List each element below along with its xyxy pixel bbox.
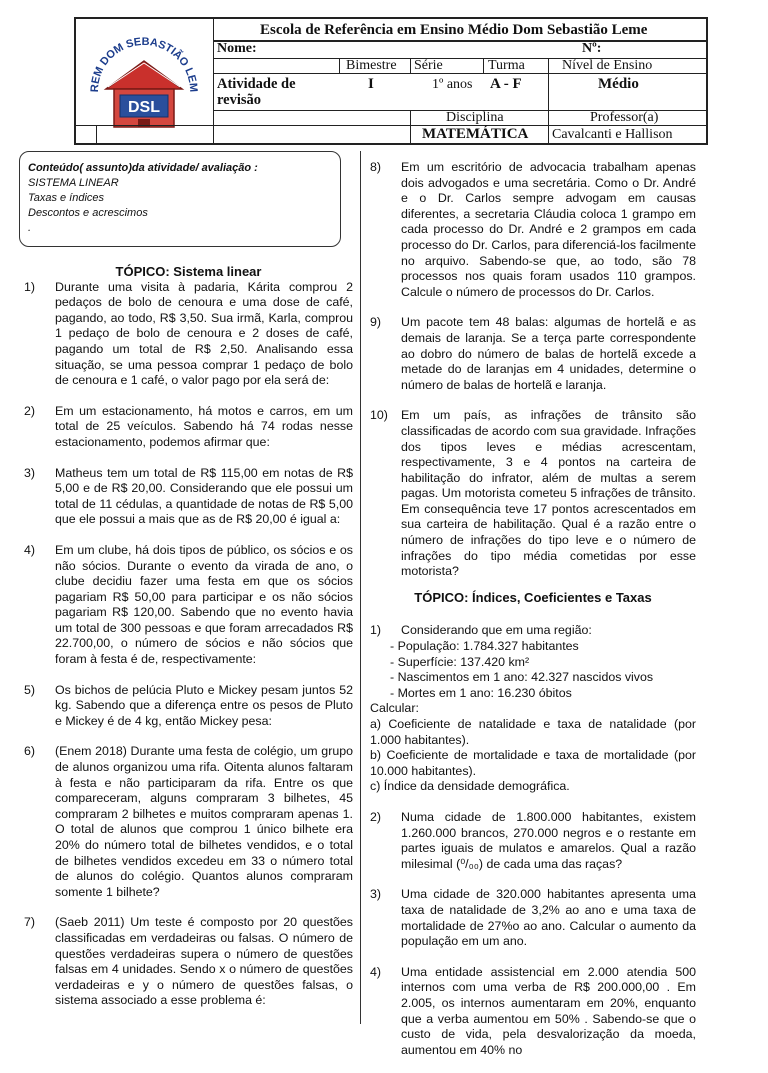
logo-dsl-text: DSL <box>128 99 160 116</box>
professor-label: Professor(a) <box>590 110 659 125</box>
serie-label: Série <box>414 58 443 73</box>
question-text: Durante uma visita à padaria, Kárita comprou 2 pedaços de bolo de cenoura e uma dose de café, pagando, ao todo, R$ 3,50. Sua irmã, Karla, comprou 1 pedaço de bolo de cenoura e 2 doses de café, pagando um total de R$ 2,50. Analisando essa situação, se uma pessoa comprar 1 pedaço de bolo de cenoura e 1 café, o valor pago por ela será de: <box>55 279 353 388</box>
turma-label: Turma <box>488 58 525 73</box>
calc-item: c) Índice da densidade demográfica. <box>370 779 570 794</box>
question-item <box>24 543 353 668</box>
bimestre-label: Bimestre <box>346 58 397 73</box>
calc-item: a) Coeficiente de natalidade e taxa de natalidade (por 1.000 habitantes). <box>370 717 696 747</box>
calcular-label: Calcular: <box>370 701 419 716</box>
logo-arc-text: REM DOM SEBASTIÃO LEM <box>88 35 200 93</box>
disciplina-value: MATEMÁTICA <box>422 126 529 142</box>
question-text: Os bichos de pelúcia Pluto e Mickey pesam juntos 52 kg. Sabendo que a diferença entre os pesos de Pluto e Mickey é de 4 kg, então Mickey pesa: <box>55 682 353 728</box>
region-data-item: - Superfície: 137.420 km² <box>390 654 530 669</box>
professor-value: Cavalcanti e Hallison <box>552 127 673 142</box>
question-number: 4) <box>24 542 36 557</box>
serie-value: 1º anos <box>432 77 473 92</box>
question-item <box>370 887 696 949</box>
topic-title-indices: TÓPICO: Índices, Coeficientes e Taxas <box>414 589 652 605</box>
nivel-label: Nível de Ensino <box>562 58 653 73</box>
school-name: Escola de Referência em Ensino Médio Dom Sebastião Leme <box>260 22 648 38</box>
nome-label: Nome: <box>217 41 257 56</box>
content-line: . <box>28 222 32 234</box>
content-box <box>19 151 341 247</box>
question-number: 2) <box>24 403 36 418</box>
nivel-value: Médio <box>598 76 639 92</box>
right-column <box>370 160 696 1073</box>
disciplina-label: Disciplina <box>446 110 504 125</box>
region-data-item: - Mortes em 1 ano: 16.230 óbitos <box>390 685 572 700</box>
question-number: 9) <box>370 315 382 330</box>
turma-value: A - F <box>490 76 522 92</box>
question-item <box>24 915 353 1009</box>
question-text: (Enem 2018) Durante uma festa de colégio, um grupo de alunos organizou uma rifa. Oitenta alunos faltaram à festa e não participaram da rifa. Entre os que compareceram, alguns compraram 3 bilhetes, 45 compraram 2 bilhetes e muitos compraram apenas 1. O total de alunos que comprou 1 único bilhete era 20% do número total de bilhetes vendidos, e o total de bilhetes vendidos excedeu em 33 o número total de alunos do colégio. Quantos alunos compraram somente 1 bilhete? <box>55 744 353 899</box>
question-text: Considerando que em uma região: <box>401 623 592 638</box>
question-text: Em um clube, há dois tipos de público, os sócios e os não sócios. Durante o evento da virada de ano, o clube decidiu fazer uma festa em que os sócios pagariam R$ 50,00 para participar e os não sócios pagariam R$ 120,00. Sabendo que no evento havia um total de 300 pessoas e que foram arrecadados R$ 22.700,00, o número de sócios e não sócios que foram à festa é de, respectivamente: <box>55 542 353 667</box>
question-text: (Saeb 2011) Um teste é composto por 20 questões classificadas em verdadeiras ou falsas. O número de questões verdadeiras supera o número de questões falsas em 4 unidades. Sendo x o número de questões verdadeiras e y o número de questões falsas, o sistema associado a esse problema é: <box>55 915 353 1008</box>
question-text: Numa cidade de 1.800.000 habitantes, existem 1.260.000 brancos, 270.000 negros e o restante em partes iguais de mulatos e amarelos. Qual a razão milesimal (⁰/₀₀) de cada uma das raças? <box>401 809 696 871</box>
question-item <box>24 280 353 389</box>
question-item <box>370 965 696 1059</box>
question-number: 6) <box>24 744 36 759</box>
topic-title: TÓPICO: Sistema linear <box>115 264 262 279</box>
question-item <box>370 623 696 639</box>
question-item <box>24 404 353 451</box>
question-item <box>370 408 696 580</box>
calc-item: b) Coeficiente de mortalidade e taxa de mortalidade (por 10.000 habitantes). <box>370 748 696 778</box>
question-number: 8) <box>370 160 382 174</box>
region-data-item: - População: 1.784.327 habitantes <box>390 639 579 654</box>
question-item <box>24 683 353 730</box>
question-number: 3) <box>24 465 36 480</box>
question-text: Uma entidade assistencial em 2.000 atendia 500 internos com uma verba de R$ 200.000,00 . Em 2.005, os internos aumentaram em 20%, enquanto que a verba aumentou em 50% . Sabendo-se que o custo de vida, pela desvalorização da moeda, aumentou em 40% no <box>401 964 696 1057</box>
question-item <box>370 160 696 300</box>
left-column <box>24 264 353 1024</box>
content-line: SISTEMA LINEAR <box>28 177 119 189</box>
question-number: 3) <box>370 887 382 902</box>
atividade-label: Atividade de revisão <box>217 76 296 108</box>
question-item <box>370 810 696 872</box>
content-box-title: Conteúdo( assunto)da atividade/ avaliação : <box>28 162 258 174</box>
question-text: Em um país, as infrações de trânsito são classificadas de acordo com sua gravidade. Infrações dos tipos leves e médias acrescentam, respectivamente, 3 e 4 pontos na carteira de habilitação do infrator, além de multas a serem pagas. Um motorista cometeu 5 infrações de trânsito. Em consequência teve 17 pontos acrescentados em sua carteira de habilitação. Qual é a razão entre o número de infrações do tipo leve e o número de infrações do tipo média cometidas por esse motorista? <box>401 408 696 579</box>
region-data-item: - Nascimentos em 1 ano: 42.327 nascidos vivos <box>390 670 654 685</box>
question-number: 4) <box>370 964 382 979</box>
question-text: Em um estacionamento, há motos e carros, em um total de 25 veículos. Sabendo há 74 rodas nesse estacionamento, podemos afirmar que: <box>55 403 353 449</box>
question-item <box>24 744 353 900</box>
content-line: Taxas e índices <box>28 192 105 204</box>
question-text: Em um escritório de advocacia trabalham apenas dois advogados e uma secretária. Como o Dr. André e o Dr. Carlos sempre advogam em causas diferentes, a secretaria Cláudia coloca 1 grampo em cada processo do Dr. André e 2 grampos em cada processo do Dr. Carlos, para diferenciá-los facilmente no arquivo. Sabendo-se que, ao todo, são 78 processos nos quais foram usados 110 grampos. Calcule o número de processos do Dr. Carlos. <box>401 160 696 299</box>
content-line: Descontos e acrescimos <box>28 207 148 219</box>
header-table <box>74 17 708 145</box>
question-text: Matheus tem um total de R$ 115,00 em notas de R$ 5,00 e de R$ 20,00. Considerando que ele possui um total de 11 cédulas, a quantidade de notas de R$ 5,00 que ele possui a mais que as de R$ 20,00 é igual a: <box>55 465 353 527</box>
question-number: 1) <box>370 623 382 638</box>
column-divider <box>360 151 361 1024</box>
question-number: 10) <box>370 408 388 423</box>
question-number: 5) <box>24 682 36 697</box>
question-text: Um pacote tem 48 balas: algumas de hortelã e as demais de laranja. Se a terça parte correspondente ao dobro do número de balas de hortelã excede a metade do de laranjas em 4 unidades, determine o número de balas de hortelã e laranja. <box>401 315 696 392</box>
numero-label: Nº: <box>582 41 602 56</box>
question-text: Uma cidade de 320.000 habitantes apresenta uma taxa de natalidade de 3,2% ao ano e uma taxa de mortalidade de 27%o ao ano. Calcular o aumento da população em um ano. <box>401 887 696 949</box>
question-item <box>24 466 353 528</box>
question-number: 7) <box>24 915 36 930</box>
bimestre-value: I <box>368 76 374 92</box>
question-number: 2) <box>370 809 382 824</box>
question-number: 1) <box>24 279 36 294</box>
question-item <box>370 315 696 393</box>
